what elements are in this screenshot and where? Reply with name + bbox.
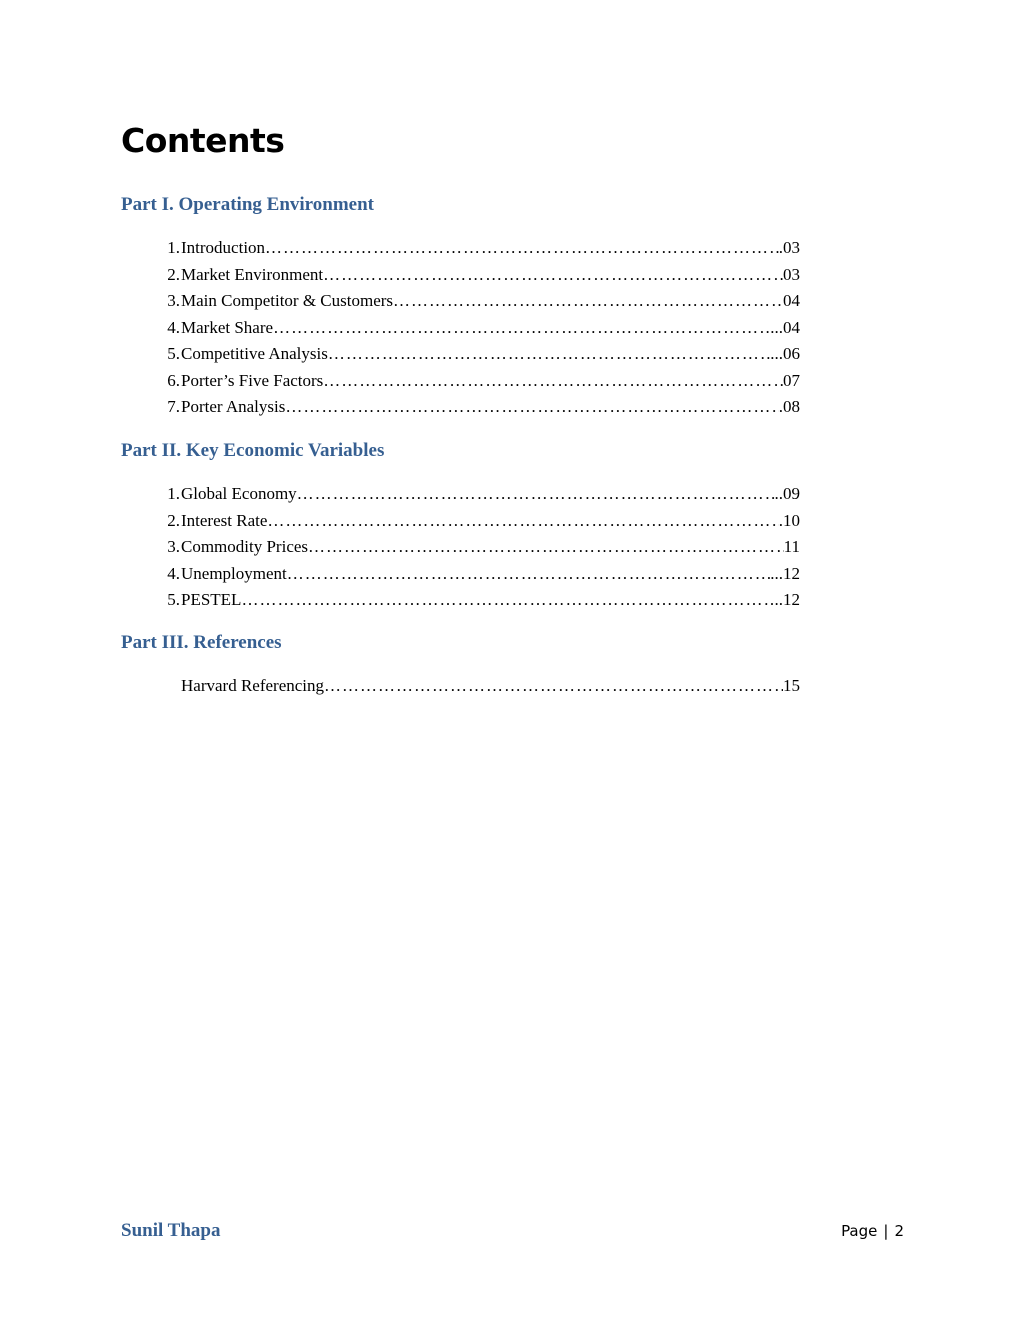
toc-entry-number: 3.	[167, 291, 180, 310]
toc-leader-dots	[323, 368, 783, 395]
toc-entry-page: 04	[783, 291, 800, 310]
toc-entry[interactable]	[140, 561, 800, 588]
toc-entry[interactable]	[140, 315, 800, 342]
toc-entry-number: 3.	[167, 537, 180, 556]
toc-entry[interactable]	[140, 673, 800, 700]
footer-page-label: Page	[841, 1222, 878, 1240]
toc-entry-number: 7.	[167, 397, 180, 416]
toc-entry[interactable]	[140, 341, 800, 368]
toc-leader-dots	[287, 561, 770, 588]
page-title: Contents	[121, 121, 285, 160]
part-heading-operating-environment: Part I. Operating Environment	[121, 194, 374, 215]
toc-entry-title: Market Environment	[181, 264, 324, 284]
toc-entry-number: 1.	[167, 238, 180, 257]
toc-entry-number	[140, 673, 181, 700]
toc-list-part-1	[140, 235, 800, 421]
toc-leader-dots	[323, 262, 783, 289]
toc-entry-page: ...06	[770, 344, 800, 363]
toc-entry-number: 5.	[167, 590, 180, 609]
footer-page-value: 2	[894, 1222, 904, 1240]
toc-entry-title: PESTEL	[181, 590, 242, 609]
part-heading-key-economic-variables: Part II. Key Economic Variables	[121, 440, 385, 461]
toc-entry-title: Competitive Analysis	[181, 344, 328, 363]
toc-leader-dots	[308, 534, 784, 561]
toc-entry-number: 2.	[167, 264, 180, 284]
toc-entry-title: Global Economy	[181, 484, 297, 503]
toc-entry-page: ..12	[774, 590, 800, 609]
toc-entry-number: 5.	[167, 344, 180, 363]
toc-entry[interactable]	[140, 368, 800, 395]
part-heading-references: Part III. References	[121, 632, 282, 653]
toc-entry-title: Unemployment	[181, 563, 287, 583]
toc-leader-dots	[273, 315, 770, 342]
toc-entry-page: 11	[783, 537, 800, 556]
toc-entry-number: 1.	[167, 484, 180, 503]
toc-leader-dots	[297, 481, 775, 508]
toc-entry-title: Main Competitor & Customers	[181, 291, 394, 310]
toc-entry-page: ...12	[770, 563, 800, 583]
toc-leader-dots	[328, 341, 770, 368]
toc-entry-title: Porter Analysis	[181, 397, 286, 416]
toc-leader-dots	[324, 673, 783, 700]
toc-list-part-3	[140, 673, 800, 700]
toc-entry-number: 4.	[167, 563, 180, 583]
toc-entry[interactable]	[140, 508, 800, 535]
toc-entry-page: .03	[778, 238, 800, 257]
toc-entry-page: 03	[783, 264, 800, 284]
toc-entry-number: 2.	[167, 510, 180, 530]
toc-entry-page: ..09	[774, 484, 800, 503]
toc-entry-page: 15	[783, 676, 800, 695]
toc-entry[interactable]	[140, 481, 800, 508]
toc-entry-title: Harvard Referencing	[181, 676, 325, 695]
toc-leader-dots	[267, 508, 778, 535]
toc-entry-title: Market Share	[181, 317, 274, 337]
toc-entry-number: 6.	[167, 370, 180, 390]
toc-entry-title: Commodity Prices	[181, 537, 309, 556]
toc-entry-page: ...04	[770, 317, 800, 337]
toc-entry[interactable]	[140, 587, 800, 614]
footer-separator: |	[883, 1222, 889, 1240]
toc-entry-page: .10	[778, 510, 800, 530]
toc-entry-page: 07	[783, 370, 800, 390]
footer-author: Sunil Thapa	[121, 1220, 221, 1241]
toc-leader-dots	[285, 394, 778, 421]
toc-entry[interactable]	[140, 288, 800, 315]
toc-entry[interactable]	[140, 534, 800, 561]
toc-entry-title: Introduction	[181, 238, 266, 257]
toc-entry[interactable]	[140, 235, 800, 262]
footer-page-number	[841, 1222, 904, 1240]
toc-leader-dots	[393, 288, 783, 315]
toc-leader-dots	[241, 587, 774, 614]
toc-entry[interactable]	[140, 394, 800, 421]
toc-entry-number: 4.	[167, 317, 180, 337]
toc-list-part-2	[140, 481, 800, 614]
toc-entry-page: .08	[778, 397, 800, 416]
toc-leader-dots	[265, 235, 779, 262]
toc-entry-title: Interest Rate	[181, 510, 268, 530]
toc-entry[interactable]	[140, 262, 800, 289]
toc-entry-title: Porter’s Five Factors	[181, 370, 324, 390]
